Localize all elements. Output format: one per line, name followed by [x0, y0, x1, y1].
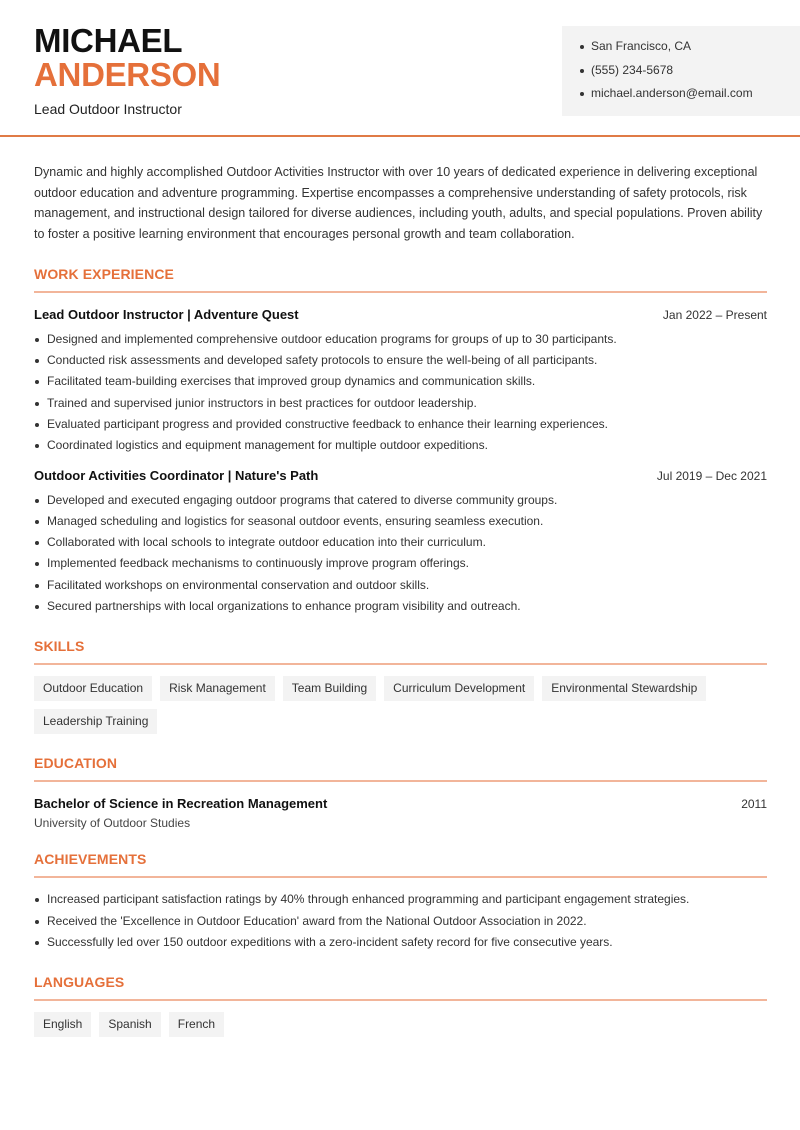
- bullet-icon: [35, 444, 39, 448]
- job-dates: Jan 2022 – Present: [662, 307, 767, 322]
- bullet-icon: [580, 69, 584, 73]
- section-title-achievements: ACHIEVEMENTS: [34, 851, 767, 878]
- job-role: Outdoor Activities Coordinator | Nature's Path: [34, 467, 319, 483]
- list-item: Implemented feedback mechanisms to continuously improve program offerings.: [34, 553, 767, 574]
- bullet-icon: [35, 423, 39, 427]
- list-item: Conducted risk assessments and developed safety protocols to ensure the well-being of all participants.: [34, 350, 767, 371]
- section-title-work: WORK EXPERIENCE: [34, 266, 767, 293]
- list-item: Trained and supervised junior instructors in best practices for outdoor leadership.: [34, 393, 767, 414]
- phone-text: (555) 234-5678: [591, 62, 674, 77]
- bullet-icon: [35, 562, 39, 566]
- job-dates: Jul 2019 – Dec 2021: [656, 468, 767, 483]
- name-block: [34, 24, 220, 117]
- location-text: San Francisco, CA: [591, 39, 692, 53]
- language-tags: [34, 1012, 767, 1037]
- job-entry: [34, 468, 767, 618]
- job-role: Lead Outdoor Instructor | Adventure Quest: [34, 306, 299, 322]
- resume-content: [34, 137, 767, 1037]
- contact-location: [580, 39, 800, 63]
- bullet-icon: [580, 92, 584, 96]
- contact-box: [562, 26, 800, 116]
- bullet-icon: [35, 402, 39, 406]
- list-item: Designed and implemented comprehensive outdoor education programs for groups of up to 30 participants.: [34, 329, 767, 350]
- achievement-bullets: [34, 889, 767, 953]
- degree: Bachelor of Science in Recreation Management: [34, 796, 328, 812]
- list-item: Received the 'Excellence in Outdoor Education' award from the National Outdoor Association in 2022.: [34, 911, 767, 932]
- last-name: ANDERSON: [34, 56, 221, 93]
- skill-tag: Environmental Stewardship: [542, 676, 706, 701]
- language-tag: Spanish: [99, 1012, 160, 1037]
- list-item: Secured partnerships with local organizations to enhance program visibility and outreach.: [34, 596, 767, 617]
- skill-tag: Leadership Training: [34, 709, 157, 734]
- list-item: Increased participant satisfaction ratings by 40% through enhanced programming and participant engagement strategies.: [34, 889, 767, 910]
- resume-header: [0, 0, 800, 137]
- bullet-icon: [35, 605, 39, 609]
- first-name: MICHAEL: [34, 22, 183, 59]
- education-entry: [34, 796, 767, 830]
- bullet-icon: [35, 941, 39, 945]
- skill-tag: Team Building: [283, 676, 376, 701]
- bullet-icon: [35, 359, 39, 363]
- job-bullets: [34, 329, 767, 457]
- skill-tag: Risk Management: [160, 676, 275, 701]
- skills-tags: [34, 676, 767, 734]
- skill-tag: Curriculum Development: [384, 676, 534, 701]
- bullet-icon: [35, 499, 39, 503]
- section-title-education: EDUCATION: [34, 755, 767, 782]
- list-item: Facilitated workshops on environmental conservation and outdoor skills.: [34, 575, 767, 596]
- contact-phone: [580, 63, 800, 87]
- job-entry: [34, 307, 767, 457]
- bullet-icon: [35, 338, 39, 342]
- list-item: Facilitated team-building exercises that improved group dynamics and communication skills.: [34, 371, 767, 392]
- school-name: University of Outdoor Studies: [34, 816, 191, 831]
- list-item: Managed scheduling and logistics for seasonal outdoor events, ensuring seamless execution.: [34, 511, 767, 532]
- list-item: Successfully led over 150 outdoor expeditions with a zero-incident safety record for five consecutive years.: [34, 932, 767, 953]
- list-item: Collaborated with local schools to integrate outdoor education into their curriculum.: [34, 532, 767, 553]
- bullet-icon: [35, 584, 39, 588]
- bullet-icon: [35, 920, 39, 924]
- language-tag: English: [34, 1012, 91, 1037]
- list-item: Developed and executed engaging outdoor programs that catered to diverse community groups.: [34, 490, 767, 511]
- bullet-icon: [35, 541, 39, 545]
- list-item: Evaluated participant progress and provided constructive feedback to enhance their learning experiences.: [34, 414, 767, 435]
- job-title: Lead Outdoor Instructor: [34, 101, 182, 117]
- language-tag: French: [169, 1012, 224, 1037]
- section-title-languages: LANGUAGES: [34, 974, 767, 1001]
- bullet-icon: [35, 520, 39, 524]
- contact-email: [580, 86, 800, 110]
- bullet-icon: [580, 45, 584, 49]
- list-item: Coordinated logistics and equipment management for multiple outdoor expeditions.: [34, 435, 767, 456]
- email-text: michael.anderson@email.com: [591, 86, 753, 100]
- bullet-icon: [35, 898, 39, 902]
- skill-tag: Outdoor Education: [34, 676, 152, 701]
- section-title-skills: SKILLS: [34, 638, 767, 665]
- graduation-year: 2011: [741, 797, 767, 812]
- bullet-icon: [35, 380, 39, 384]
- summary: Dynamic and highly accomplished Outdoor Activities Instructor with over 10 years of dedicated experience in delivering exceptional outdoor education and adventure programming. Expertise encompasses a comprehensive understanding of safety protocols, risk management, and instructional design tailored for diverse audiences, including youth, adults, and special populations. Proven ability to foster a positive learning environment that encourages personal growth and team collaboration.: [34, 165, 763, 242]
- job-bullets: [34, 490, 767, 618]
